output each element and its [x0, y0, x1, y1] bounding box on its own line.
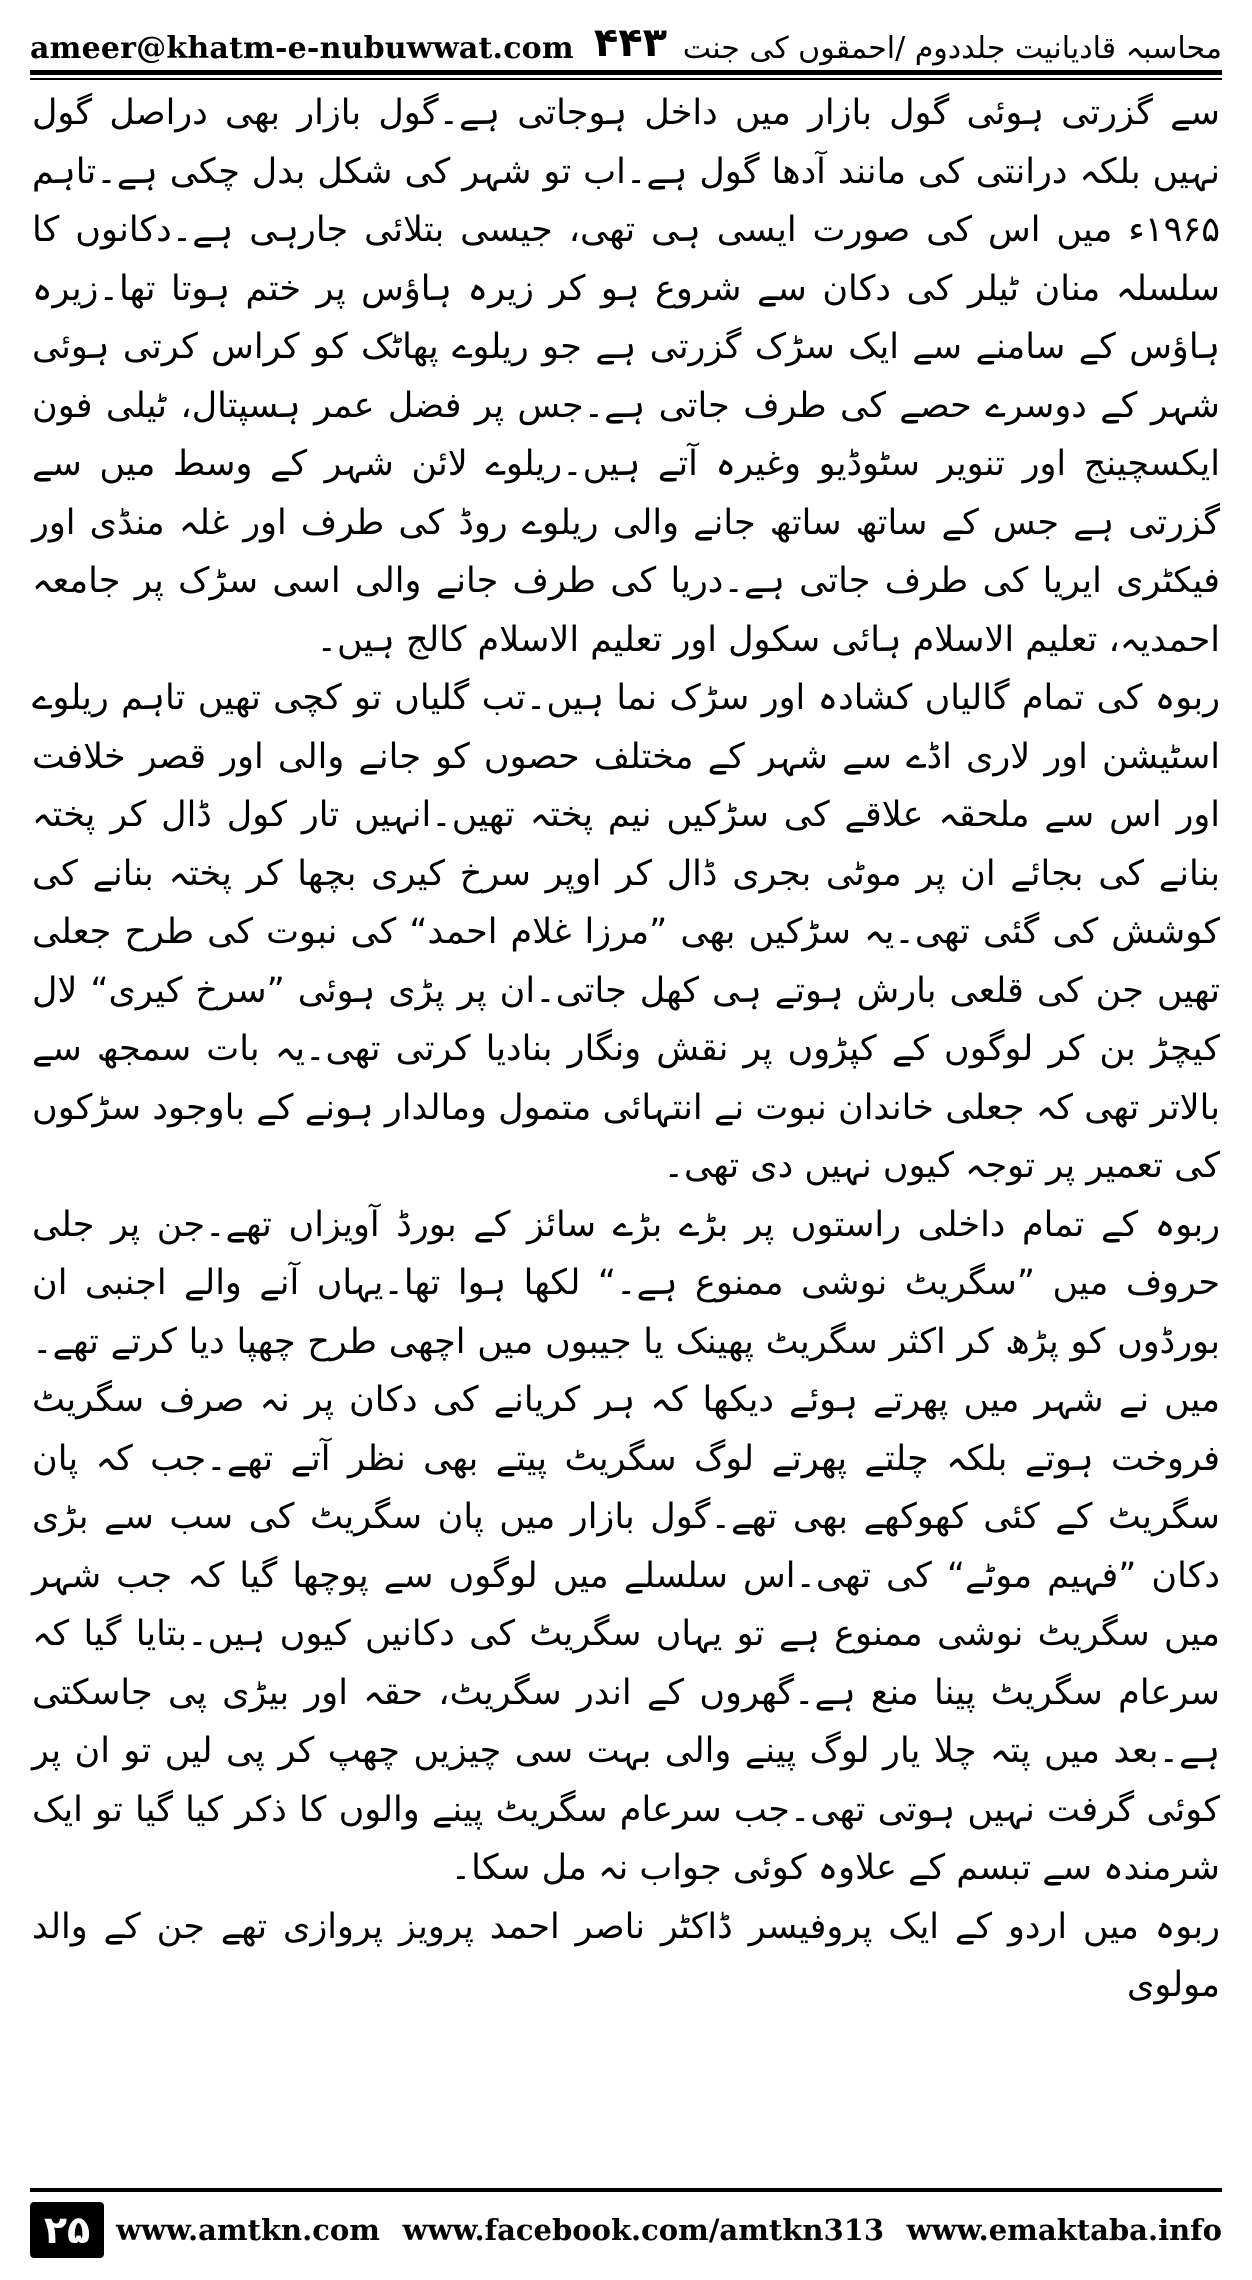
footer-link-amtkn[interactable]: www.amtkn.com [116, 2213, 380, 2247]
page-footer [30, 2198, 1222, 2262]
page-header [30, 8, 1222, 66]
paragraph-4: ربوہ میں اردو کے ایک پروفیسر ڈاکٹر ناصر احمد پرویز پروازی تھے جن کے والد مولوی [32, 1906, 1220, 2005]
paragraph-3: ربوہ کے تمام داخلی راستوں پر بڑے بڑے سائز کے بورڈ آویزاں تھے۔جن پر جلی حروف میں ”سگریٹ نوشی ممنوع ہے۔“ لکھا ہوا تھا۔یہاں آنے والے اجنبی ان بورڈوں کو پڑھ کر اکثر سگریٹ پھینک یا جیبوں میں اچھی طرح چھپا دیا کرتے تھے۔میں نے شہر میں پھرتے ہوئے دیکھا کہ ہر کریانے کی دکان پر نہ صرف سگریٹ فروخت ہوتے بلکہ چلتے پھرتے لوگ سگریٹ پیتے بھی نظر آتے تھے۔جب کہ پان سگریٹ کے کئی کھوکھے بھی تھے۔گول بازار میں پان سگریٹ کی سب سے بڑی دکان ”فہیم موٹے“ کی تھی۔اس سلسلے میں لوگوں سے پوچھا گیا کہ جب شہر میں سگریٹ نوشی ممنوع ہے تو یہاں سگریٹ کی دکانیں کیوں ہیں۔بتایا گیا کہ سرعام سگریٹ پینا منع ہے۔گھروں کے اندر سگریٹ، حقہ اور بیڑی پی جاسکتی ہے۔بعد میں پتہ چلا یار لوگ پینے والی بہت سی چیزیں چھپ کر پی لیں تو ان پر کوئی گرفت نہیں ہوتی تھی۔جب سرعام سگریٹ پینے والوں کا ذکر کیا گیا تو ایک شرمندہ سے تبسم کے علاوہ کوئی جواب نہ مل سکا۔ [32, 1204, 1220, 1888]
paragraph-2: ربوہ کی تمام گالیاں کشادہ اور سڑک نما ہیں۔تب گلیاں تو کچی تھیں تاہم ریلوے اسٹیشن اور لاری اڈے سے شہر کے مختلف حصوں کو جانے والی اور قصر خلافت اور اس سے ملحقہ علاقے کی سڑکیں نیم پختہ تھیں۔انہیں تار کول ڈال کر پختہ بنانے کی بجائے ان پر موٹی بجری ڈال کر اوپر سرخ کیری بچھا کر پختہ بنانے کی کوشش کی گئی تھی۔یہ سڑکیں بھی ”مرزا غلام احمد“ کی نبوت کی طرح جعلی تھیں جن کی قلعی بارش ہوتے ہی کھل جاتی۔ان پر پڑی ہوئی ”سرخ کیری“ لال کیچڑ بن کر لوگوں کے کپڑوں پر نقش ونگار بنادیا کرتی تھی۔یہ بات سمجھ سے بالاتر تھی کہ جعلی خاندان نبوت نے انتہائی متمول ومالدار ہونے کے باوجود سڑکوں کی تعمیر پر توجہ کیوں نہیں دی تھی۔ [32, 678, 1220, 1186]
header-rule-thin [30, 78, 1222, 80]
footer-links [116, 2213, 1222, 2247]
header-title: محاسبہ قادیانیت جلددوم /احمقوں کی جنت [682, 31, 1222, 66]
article-body [32, 84, 1220, 2144]
footer-page-number: ۲۵ [30, 2202, 104, 2258]
footer-link-emaktaba[interactable]: www.emaktaba.info [906, 2213, 1222, 2247]
footer-link-facebook[interactable]: www.facebook.com/amtkn313 [402, 2213, 884, 2247]
footer-rule [30, 2188, 1222, 2192]
header-email: ameer@khatm-e-nubuwwat.com [30, 31, 574, 66]
header-rule-thick [30, 70, 1222, 75]
header-page-number: ۴۴۳ [593, 20, 668, 66]
paragraph-1: سے گزرتی ہوئی گول بازار میں داخل ہوجاتی ہے۔گول بازار بھی دراصل گول نہیں بلکہ درانتی کی مانند آدھا گول ہے۔اب تو شہر کی شکل بدل چکی ہے۔تاہم ۱۹۶۵ء میں اس کی صورت ایسی ہی تھی، جیسی بتلائی جارہی ہے۔دکانوں کا سلسلہ منان ٹیلر کی دکان سے شروع ہو کر زیرہ ہاؤس پر ختم ہوتا تھا۔زیرہ ہاؤس کے سامنے سے ایک سڑک گزرتی ہے جو ریلوے پھاٹک کو کراس کرتی ہوئی شہر کے دوسرے حصے کی طرف جاتی ہے۔جس پر فضل عمر ہسپتال، ٹیلی فون ایکسچینج اور تنویر سٹوڈیو وغیرہ آتے ہیں۔ریلوے لائن شہر کے وسط میں سے گزرتی ہے جس کے ساتھ ساتھ جانے والی ریلوے روڈ کی طرف اور غلہ منڈی اور فیکٹری ایریا کی طرف جاتی ہے۔دریا کی طرف جانے والی اسی سڑک پر جامعہ احمدیہ، تعلیم الاسلام ہائی سکول اور تعلیم الاسلام کالج ہیں۔ [32, 93, 1220, 660]
